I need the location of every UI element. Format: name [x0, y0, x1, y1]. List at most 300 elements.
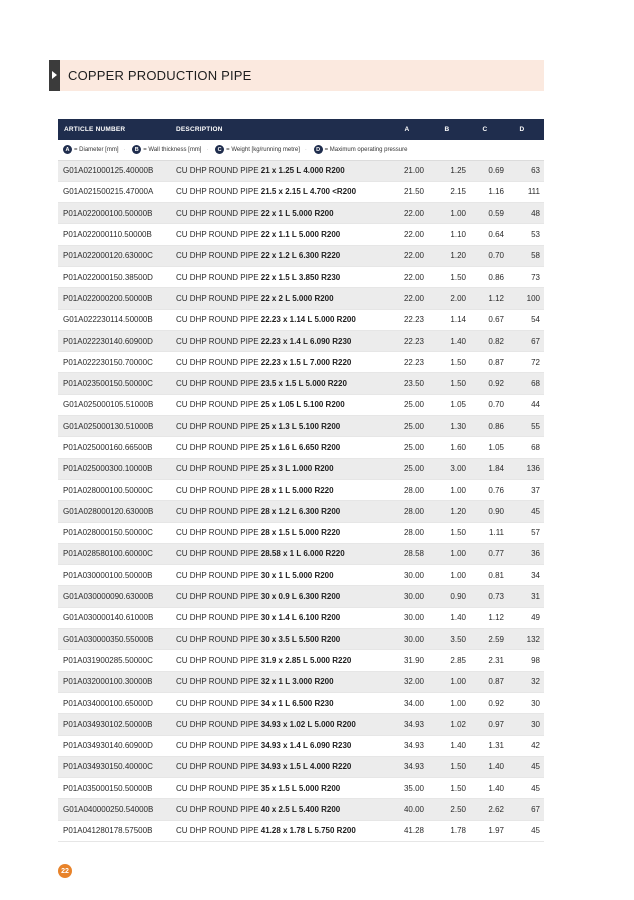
value-a: 23.50: [390, 373, 428, 394]
description-prefix: CU DHP ROUND PIPE: [176, 634, 261, 644]
article-number: P01A022230140.60900D: [58, 330, 176, 351]
description-prefix: CU DHP ROUND PIPE: [176, 655, 261, 665]
value-d: 53: [504, 224, 544, 245]
value-a: 25.00: [390, 416, 428, 437]
article-number: P01A035000150.50000B: [58, 778, 176, 799]
description-spec: 28 x 1 L 5.000 R220: [260, 485, 334, 495]
value-c: 1.05: [466, 437, 504, 458]
table-row: [58, 224, 544, 245]
value-c: 0.81: [466, 565, 504, 586]
value-a: 34.00: [390, 692, 428, 713]
legend: [58, 140, 544, 160]
value-d: 45: [504, 778, 544, 799]
value-d: 98: [504, 650, 544, 671]
header-article-number: ARTICLE NUMBER: [58, 119, 176, 140]
description: [176, 778, 390, 799]
description-prefix: CU DHP ROUND PIPE: [176, 315, 261, 325]
value-c: 0.70: [466, 245, 504, 266]
article-number: P01A022000150.38500D: [58, 266, 176, 287]
value-b: 0.90: [428, 586, 466, 607]
description: [176, 394, 390, 415]
value-b: 3.00: [428, 458, 466, 479]
description-prefix: CU DHP ROUND PIPE: [176, 464, 261, 474]
article-number: G01A021000125.40000B: [58, 160, 176, 181]
description: [176, 373, 390, 394]
description-spec: 28.58 x 1 L 6.000 R220: [260, 549, 345, 559]
article-number: G01A030000140.61000B: [58, 607, 176, 628]
value-c: 0.69: [466, 160, 504, 181]
value-b: 1.00: [428, 692, 466, 713]
table-row: [58, 309, 544, 330]
section-title: COPPER PRODUCTION PIPE: [68, 68, 252, 83]
value-a: 22.00: [390, 288, 428, 309]
value-c: 1.84: [466, 458, 504, 479]
value-c: 0.92: [466, 692, 504, 713]
value-c: 0.87: [466, 671, 504, 692]
description: [176, 756, 390, 777]
legend-text: = Weight [kg/running metre]: [226, 146, 300, 153]
description-spec: 34.93 x 1.5 L 4.000 R220: [260, 762, 352, 772]
legend-separator: ·: [123, 146, 126, 153]
value-b: 1.50: [428, 522, 466, 543]
value-c: 0.76: [466, 479, 504, 500]
value-d: 45: [504, 820, 544, 841]
value-c: 0.77: [466, 543, 504, 564]
article-number: P01A032000100.30000B: [58, 671, 176, 692]
value-d: 34: [504, 565, 544, 586]
legend-text: = Diameter [mm]: [74, 146, 119, 153]
article-number: P01A041280178.57500B: [58, 820, 176, 841]
value-b: 1.00: [428, 479, 466, 500]
value-c: 1.12: [466, 607, 504, 628]
article-number: P01A034930140.60900D: [58, 735, 176, 756]
value-d: 55: [504, 416, 544, 437]
value-d: 136: [504, 458, 544, 479]
page-number: 22: [58, 864, 72, 878]
value-c: 2.31: [466, 650, 504, 671]
description-prefix: CU DHP ROUND PIPE: [176, 187, 261, 197]
value-b: 1.00: [428, 671, 466, 692]
table-row: [58, 437, 544, 458]
value-b: 1.40: [428, 735, 466, 756]
value-a: 35.00: [390, 778, 428, 799]
table-row: [58, 586, 544, 607]
value-a: 30.00: [390, 586, 428, 607]
table-row: [58, 181, 544, 202]
article-number: G01A040000250.54000B: [58, 799, 176, 820]
value-b: 1.50: [428, 352, 466, 373]
value-c: 0.73: [466, 586, 504, 607]
description-prefix: CU DHP ROUND PIPE: [176, 719, 261, 729]
header-d: D: [504, 119, 544, 140]
description-spec: 25 x 1.3 L 5.100 R200: [260, 421, 341, 431]
legend-item: [132, 145, 201, 154]
value-c: 0.90: [466, 501, 504, 522]
description: [176, 714, 390, 735]
header-description: DESCRIPTION: [176, 119, 390, 140]
article-number: P01A028000150.50000C: [58, 522, 176, 543]
value-a: 32.00: [390, 671, 428, 692]
value-c: 0.86: [466, 266, 504, 287]
value-c: 1.40: [466, 756, 504, 777]
value-b: 2.85: [428, 650, 466, 671]
description: [176, 671, 390, 692]
value-b: 1.40: [428, 330, 466, 351]
description-spec: 25 x 1.05 L 5.100 R200: [260, 400, 345, 410]
table-row: [58, 245, 544, 266]
description-spec: 30 x 0.9 L 6.300 R200: [260, 592, 341, 602]
description: [176, 224, 390, 245]
description-prefix: CU DHP ROUND PIPE: [176, 293, 261, 303]
value-a: 22.00: [390, 245, 428, 266]
value-c: 0.70: [466, 394, 504, 415]
section-header: [49, 60, 544, 91]
article-number: P01A034930102.50000B: [58, 714, 176, 735]
value-c: 0.86: [466, 416, 504, 437]
value-c: 0.92: [466, 373, 504, 394]
value-d: 45: [504, 756, 544, 777]
value-c: 0.67: [466, 309, 504, 330]
value-b: 1.20: [428, 501, 466, 522]
value-b: 1.00: [428, 203, 466, 224]
description-prefix: CU DHP ROUND PIPE: [176, 528, 261, 538]
article-number: P01A025000300.10000B: [58, 458, 176, 479]
value-d: 57: [504, 522, 544, 543]
description: [176, 607, 390, 628]
description-prefix: CU DHP ROUND PIPE: [176, 443, 261, 452]
play-arrow-icon: [49, 60, 60, 91]
value-d: 31: [504, 586, 544, 607]
value-b: 1.78: [428, 820, 466, 841]
value-d: 100: [504, 288, 544, 309]
value-a: 40.00: [390, 799, 428, 820]
description-spec: 34.93 x 1.02 L 5.000 R200: [260, 719, 356, 729]
description-prefix: CU DHP ROUND PIPE: [176, 762, 261, 772]
description-spec: 25 x 1.6 L 6.650 R200: [260, 443, 341, 452]
value-d: 72: [504, 352, 544, 373]
value-a: 28.00: [390, 479, 428, 500]
table-row: [58, 330, 544, 351]
table-row: [58, 501, 544, 522]
value-a: 22.23: [390, 352, 428, 373]
description: [176, 266, 390, 287]
article-number: P01A025000160.66500B: [58, 437, 176, 458]
article-number: P01A022000120.63000C: [58, 245, 176, 266]
value-b: 1.30: [428, 416, 466, 437]
value-d: 54: [504, 309, 544, 330]
header-c: C: [466, 119, 504, 140]
description: [176, 181, 390, 202]
value-b: 1.10: [428, 224, 466, 245]
value-d: 32: [504, 671, 544, 692]
value-a: 34.93: [390, 756, 428, 777]
table-header-row: [58, 119, 544, 140]
description: [176, 820, 390, 841]
table-row: [58, 352, 544, 373]
value-a: 28.00: [390, 501, 428, 522]
article-number: G01A025000105.51000B: [58, 394, 176, 415]
value-b: 2.15: [428, 181, 466, 202]
value-b: 1.60: [428, 437, 466, 458]
value-b: 2.50: [428, 799, 466, 820]
description: [176, 330, 390, 351]
description-prefix: CU DHP ROUND PIPE: [176, 166, 261, 176]
description-prefix: CU DHP ROUND PIPE: [176, 592, 261, 602]
article-number: G01A025000130.51000B: [58, 416, 176, 437]
description: [176, 735, 390, 756]
description-prefix: CU DHP ROUND PIPE: [176, 272, 261, 282]
value-c: 1.16: [466, 181, 504, 202]
value-d: 37: [504, 479, 544, 500]
description-prefix: CU DHP ROUND PIPE: [176, 570, 261, 580]
value-d: 42: [504, 735, 544, 756]
description-spec: 34.93 x 1.4 L 6.090 R230: [260, 741, 352, 751]
value-d: 63: [504, 160, 544, 181]
description-spec: 22 x 1.1 L 5.000 R200: [260, 230, 341, 240]
value-d: 30: [504, 714, 544, 735]
description: [176, 692, 390, 713]
description: [176, 437, 390, 458]
value-c: 2.62: [466, 799, 504, 820]
value-c: 0.97: [466, 714, 504, 735]
description-prefix: CU DHP ROUND PIPE: [176, 698, 261, 708]
pipe-table: [58, 119, 544, 842]
table-row: [58, 373, 544, 394]
description-prefix: CU DHP ROUND PIPE: [176, 336, 261, 346]
value-b: 2.00: [428, 288, 466, 309]
value-d: 68: [504, 373, 544, 394]
description-spec: 28 x 1.5 L 5.000 R220: [260, 528, 341, 538]
article-number: P01A028000100.50000C: [58, 479, 176, 500]
value-a: 28.00: [390, 522, 428, 543]
article-number: G01A021500215.47000A: [58, 181, 176, 202]
value-a: 21.00: [390, 160, 428, 181]
description-prefix: CU DHP ROUND PIPE: [176, 357, 261, 367]
table-row: [58, 543, 544, 564]
table-row: [58, 714, 544, 735]
description: [176, 458, 390, 479]
description-spec: 41.28 x 1.78 L 5.750 R200: [260, 826, 356, 836]
value-a: 22.00: [390, 203, 428, 224]
table-row: [58, 479, 544, 500]
description-prefix: CU DHP ROUND PIPE: [176, 251, 261, 261]
description-spec: 25 x 3 L 1.000 R200: [260, 464, 334, 474]
legend-item: [215, 145, 300, 154]
description: [176, 522, 390, 543]
description-spec: 22 x 1.2 L 6.300 R220: [260, 251, 341, 261]
value-b: 1.25: [428, 160, 466, 181]
value-c: 2.59: [466, 629, 504, 650]
value-a: 31.90: [390, 650, 428, 671]
description-spec: 31.9 x 2.85 L 5.000 R220: [260, 655, 352, 665]
description-spec: 32 x 1 L 3.000 R200: [260, 677, 334, 687]
value-a: 30.00: [390, 607, 428, 628]
description-prefix: CU DHP ROUND PIPE: [176, 421, 261, 431]
value-a: 22.00: [390, 266, 428, 287]
table-row: [58, 160, 544, 181]
description: [176, 203, 390, 224]
value-d: 73: [504, 266, 544, 287]
article-number: P01A023500150.50000C: [58, 373, 176, 394]
table-row: [58, 416, 544, 437]
value-a: 25.00: [390, 394, 428, 415]
description-prefix: CU DHP ROUND PIPE: [176, 379, 261, 389]
article-number: G01A030000350.55000B: [58, 629, 176, 650]
table-row: [58, 607, 544, 628]
value-c: 0.64: [466, 224, 504, 245]
table-row: [58, 266, 544, 287]
description-spec: 30 x 3.5 L 5.500 R200: [260, 634, 341, 644]
value-d: 132: [504, 629, 544, 650]
value-d: 45: [504, 501, 544, 522]
value-c: 0.82: [466, 330, 504, 351]
legend-item: [63, 145, 119, 154]
value-a: 41.28: [390, 820, 428, 841]
description-prefix: CU DHP ROUND PIPE: [176, 826, 261, 836]
description-prefix: CU DHP ROUND PIPE: [176, 783, 261, 793]
article-number: G01A028000120.63000B: [58, 501, 176, 522]
description-prefix: CU DHP ROUND PIPE: [176, 506, 261, 516]
value-d: 67: [504, 330, 544, 351]
description-spec: 22 x 2 L 5.000 R200: [260, 293, 334, 303]
table-row: [58, 203, 544, 224]
value-b: 1.50: [428, 373, 466, 394]
value-a: 34.93: [390, 714, 428, 735]
value-d: 68: [504, 437, 544, 458]
value-b: 1.20: [428, 245, 466, 266]
value-a: 21.50: [390, 181, 428, 202]
description-prefix: CU DHP ROUND PIPE: [176, 400, 261, 410]
description: [176, 501, 390, 522]
header-b: B: [428, 119, 466, 140]
value-c: 1.97: [466, 820, 504, 841]
description-spec: 28 x 1.2 L 6.300 R200: [260, 506, 341, 516]
legend-row: [58, 140, 544, 160]
legend-separator: ·: [206, 146, 209, 153]
description-spec: 35 x 1.5 L 5.000 R200: [260, 783, 341, 793]
article-number: G01A030000090.63000B: [58, 586, 176, 607]
article-number: G01A022230114.50000B: [58, 309, 176, 330]
description: [176, 586, 390, 607]
value-a: 22.23: [390, 330, 428, 351]
table-row: [58, 565, 544, 586]
value-a: 30.00: [390, 629, 428, 650]
table-row: [58, 735, 544, 756]
article-number: P01A034000100.65000D: [58, 692, 176, 713]
article-number: P01A022230150.70000C: [58, 352, 176, 373]
value-a: 34.93: [390, 735, 428, 756]
value-c: 0.59: [466, 203, 504, 224]
description: [176, 352, 390, 373]
value-b: 1.50: [428, 266, 466, 287]
description: [176, 565, 390, 586]
value-c: 1.12: [466, 288, 504, 309]
value-b: 1.14: [428, 309, 466, 330]
value-d: 30: [504, 692, 544, 713]
legend-badge-b: B: [132, 145, 141, 154]
description-spec: 21.5 x 2.15 L 4.700 <R200: [260, 187, 357, 197]
legend-badge-d: D: [314, 145, 323, 154]
description: [176, 288, 390, 309]
legend-separator: ·: [304, 146, 307, 153]
article-number: P01A031900285.50000C: [58, 650, 176, 671]
table-row: [58, 288, 544, 309]
legend-text: = Wall thickness [mm]: [143, 146, 202, 153]
value-b: 1.40: [428, 607, 466, 628]
description-spec: 21 x 1.25 L 4.000 R200: [260, 166, 345, 176]
article-number: P01A022000100.50000B: [58, 203, 176, 224]
description-spec: 30 x 1 L 5.000 R200: [260, 570, 334, 580]
description-spec: 40 x 2.5 L 5.400 R200: [260, 805, 341, 815]
description: [176, 629, 390, 650]
table-row: [58, 650, 544, 671]
legend-item: [314, 145, 408, 154]
value-a: 22.00: [390, 224, 428, 245]
article-number: P01A022000200.50000B: [58, 288, 176, 309]
table-row: [58, 692, 544, 713]
value-c: 1.31: [466, 735, 504, 756]
table-row: [58, 394, 544, 415]
value-b: 1.50: [428, 778, 466, 799]
value-d: 111: [504, 181, 544, 202]
value-a: 25.00: [390, 437, 428, 458]
description: [176, 479, 390, 500]
description-prefix: CU DHP ROUND PIPE: [176, 549, 261, 559]
table-row: [58, 522, 544, 543]
header-a: A: [390, 119, 428, 140]
description-spec: 34 x 1 L 6.500 R230: [260, 698, 334, 708]
value-c: 1.40: [466, 778, 504, 799]
article-number: P01A030000100.50000B: [58, 565, 176, 586]
table-row: [58, 629, 544, 650]
value-b: 3.50: [428, 629, 466, 650]
table-row: [58, 756, 544, 777]
description: [176, 245, 390, 266]
description-spec: 22 x 1 L 5.000 R200: [260, 208, 334, 218]
article-number: P01A022000110.50000B: [58, 224, 176, 245]
description-prefix: CU DHP ROUND PIPE: [176, 485, 261, 495]
table-row: [58, 820, 544, 841]
value-a: 28.58: [390, 543, 428, 564]
description-spec: 22.23 x 1.14 L 5.000 R200: [260, 315, 356, 325]
value-d: 48: [504, 203, 544, 224]
value-a: 30.00: [390, 565, 428, 586]
value-c: 0.87: [466, 352, 504, 373]
description-spec: 23.5 x 1.5 L 5.000 R220: [260, 379, 347, 389]
value-d: 44: [504, 394, 544, 415]
table-body: [58, 160, 544, 842]
value-d: 58: [504, 245, 544, 266]
description-prefix: CU DHP ROUND PIPE: [176, 208, 261, 218]
value-b: 1.00: [428, 565, 466, 586]
table-row: [58, 458, 544, 479]
description-spec: 30 x 1.4 L 6.100 R200: [260, 613, 341, 623]
description-prefix: CU DHP ROUND PIPE: [176, 230, 261, 240]
value-c: 1.11: [466, 522, 504, 543]
description-prefix: CU DHP ROUND PIPE: [176, 741, 261, 751]
description-spec: 22.23 x 1.4 L 6.090 R230: [260, 336, 352, 346]
legend-badge-c: C: [215, 145, 224, 154]
value-d: 49: [504, 607, 544, 628]
description: [176, 309, 390, 330]
description: [176, 160, 390, 181]
description-spec: 22 x 1.5 L 3.850 R230: [260, 272, 341, 282]
value-b: 1.50: [428, 756, 466, 777]
table-row: [58, 671, 544, 692]
value-b: 1.00: [428, 543, 466, 564]
value-a: 22.23: [390, 309, 428, 330]
value-b: 1.05: [428, 394, 466, 415]
